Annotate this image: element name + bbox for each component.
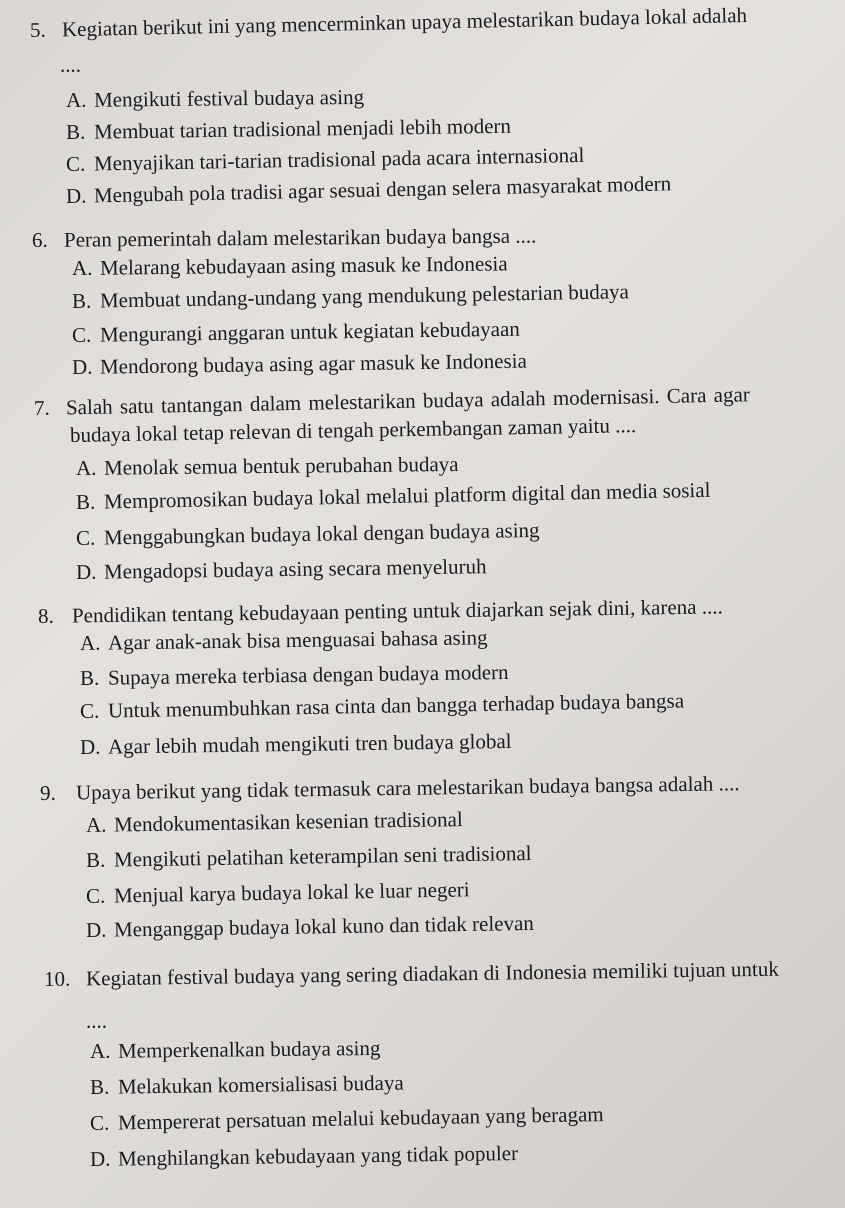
question-text-continued: .... <box>86 1009 107 1033</box>
option-text: Agar anak-anak bisa menguasai bahasa asing <box>107 625 488 655</box>
question-text-continued: budaya lokal tetap relevan di tengah perkembangan zaman yaitu .... <box>69 413 637 447</box>
option-letter: C. <box>65 151 86 176</box>
question-text: Upaya berikut yang tidak termasuk cara melestarikan budaya bangsa adalah .... <box>75 771 740 805</box>
question-text-continued: .... <box>60 53 81 77</box>
option-text: Mendokumentasikan kesenian tradisional <box>113 807 463 837</box>
option-text: Mengadopsi budaya asing secara menyeluruh <box>103 554 487 584</box>
option-letter: D. <box>79 734 101 759</box>
option-a[interactable] <box>90 1035 381 1064</box>
option-text: Membuat tarian tradisional menjadi lebih modern <box>93 113 512 144</box>
option-letter: A. <box>85 812 107 837</box>
option-letter: C. <box>71 322 92 347</box>
option-a[interactable] <box>72 250 508 281</box>
question-stem <box>34 381 750 421</box>
option-letter: B. <box>65 119 86 144</box>
option-text: Mempererat persatuan melalui kebudayaan yang beragam <box>117 1102 604 1135</box>
option-c[interactable] <box>66 142 585 177</box>
option-letter: C. <box>85 883 106 908</box>
option-b[interactable] <box>86 840 532 873</box>
question-stem <box>32 223 537 253</box>
option-letter: C. <box>79 698 100 723</box>
option-letter: A. <box>65 87 87 112</box>
option-text: Supaya mereka terbiasa dengan budaya modern <box>107 660 509 690</box>
option-text: Melakukan komersialisasi budaya <box>117 1070 404 1099</box>
option-letter: C. <box>89 1110 110 1135</box>
option-d[interactable] <box>80 728 512 760</box>
option-letter: B. <box>75 489 96 514</box>
option-letter: D. <box>89 1146 111 1171</box>
option-letter: A. <box>75 455 97 480</box>
option-c[interactable] <box>90 1101 604 1136</box>
option-b[interactable] <box>72 278 629 314</box>
question-text: Peran pemerintah dalam melestarikan budaya bangsa .... <box>63 223 537 252</box>
option-letter: A. <box>89 1038 111 1063</box>
option-d[interactable] <box>66 170 672 209</box>
question-text: Kegiatan festival budaya yang sering diadakan di Indonesia memiliki tujuan untuk <box>85 956 779 991</box>
question-text: Salah satu tantangan dalam melestarikan budaya adalah modernisasi. Cara agar <box>65 382 751 420</box>
option-text: Menjual karya budaya lokal ke luar negeri <box>113 877 470 908</box>
option-b[interactable] <box>76 477 711 515</box>
option-a[interactable] <box>80 624 488 656</box>
option-text: Mengikuti pelatihan keterampilan seni tradisional <box>113 841 532 872</box>
option-text: Menyajikan tari-tarian tradisional pada acara internasional <box>93 142 585 176</box>
option-letter: B. <box>89 1074 110 1099</box>
option-text: Menghilangkan kebudayaan yang tidak populer <box>117 1141 519 1171</box>
option-text: Memperkenalkan budaya asing <box>117 1035 381 1063</box>
option-text: Menggabungkan budaya lokal dengan budaya asing <box>103 517 540 550</box>
option-text: Melarang kebudayaan asing masuk ke Indonesia <box>99 251 508 280</box>
question-text: Pendidikan tentang kebudayaan penting untuk diajarkan sejak dini, karena .... <box>71 594 723 628</box>
option-text: Mengubah pola tradisi agar sesuai dengan selera masyarakat modern <box>93 171 672 208</box>
option-text: Mempromosikan budaya lokal melalui platform digital dan media sosial <box>103 477 711 514</box>
option-letter: A. <box>79 630 101 655</box>
option-letter: D. <box>71 354 93 379</box>
question-number: 6. <box>31 227 48 252</box>
option-text: Untuk menumbuhkan rasa cinta dan bangga terhadap budaya bangsa <box>107 688 685 723</box>
question-number: 10. <box>43 966 71 991</box>
option-b[interactable] <box>80 659 509 691</box>
question-number: 8. <box>37 603 54 628</box>
option-text: Menganggap budaya lokal kuno dan tidak relevan <box>113 910 535 942</box>
option-letter: B. <box>79 665 100 690</box>
option-letter: D. <box>65 183 87 208</box>
question-stem <box>38 593 723 629</box>
option-text: Agar lebih mudah mengikuti tren budaya global <box>107 728 512 759</box>
option-b[interactable] <box>66 113 511 145</box>
option-b[interactable] <box>90 1070 404 1100</box>
option-d[interactable] <box>76 553 487 585</box>
option-letter: A. <box>71 255 93 280</box>
question-text: Kegiatan berikut ini yang mencerminkan upaya melestarikan budaya lokal adalah <box>61 2 748 42</box>
option-c[interactable] <box>76 517 540 551</box>
option-c[interactable] <box>80 687 685 724</box>
option-text: Mengurangi anggaran untuk kegiatan kebudayaan <box>99 316 520 347</box>
option-c[interactable] <box>86 876 470 909</box>
option-letter: B. <box>85 847 106 872</box>
option-text: Mendorong budaya asing agar masuk ke Indonesia <box>99 348 528 379</box>
question-number: 5. <box>29 17 46 42</box>
option-d[interactable] <box>72 348 527 380</box>
option-text: Menolak semua bentuk perubahan budaya <box>103 451 459 480</box>
option-a[interactable] <box>86 806 463 838</box>
option-d[interactable] <box>90 1140 518 1172</box>
option-text: Membuat undang-undang yang mendukung pelestarian budaya <box>99 279 630 313</box>
option-d[interactable] <box>86 910 534 943</box>
option-a[interactable] <box>76 451 459 481</box>
option-letter: C. <box>75 525 96 550</box>
question-stem <box>44 956 779 992</box>
option-letter: D. <box>85 917 107 942</box>
option-text: Mengikuti festival budaya asing <box>93 84 365 112</box>
option-letter: B. <box>71 288 92 313</box>
question-number: 9. <box>39 780 56 805</box>
question-stem <box>30 2 748 43</box>
question-stem <box>40 770 740 806</box>
option-c[interactable] <box>72 316 520 348</box>
option-letter: D. <box>75 559 97 584</box>
question-number: 7. <box>33 395 50 420</box>
option-a[interactable] <box>66 84 364 113</box>
